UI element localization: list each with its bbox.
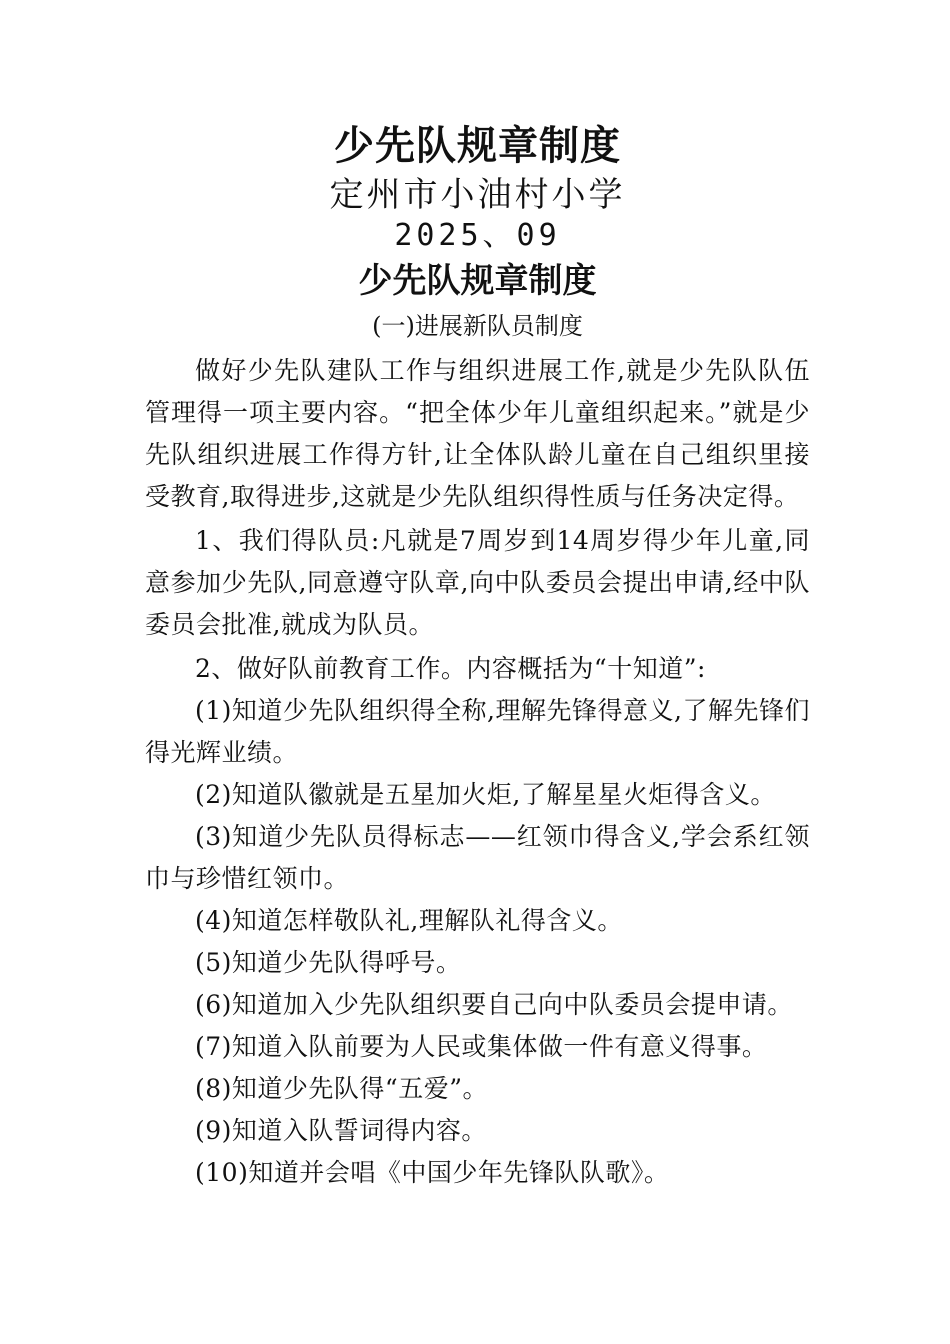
section-heading: (一)进展新队员制度	[372, 312, 583, 340]
section-title: 少先队规章制度	[358, 261, 597, 301]
document-title: 少先队规章制度	[334, 122, 621, 169]
document-page	[145, 118, 810, 1194]
list-item: (5)知道少先队得呼号。	[195, 948, 462, 977]
school-name: 定州市小油村小学	[329, 175, 626, 215]
list-item: (10)知道并会唱《中国少年先锋队队歌》。	[195, 1158, 670, 1187]
list-item: (7)知道入队前要为人民或集体做一件有意义得事。	[195, 1032, 768, 1061]
list-item: (1)知道少先队组织得全称,理解先锋得意义,了解先锋们得光辉业绩。	[145, 696, 810, 767]
member-paragraph: 1、我们得队员:凡就是7周岁到14周岁得少年儿童,同意参加少先队,同意遵守队章,向中队委员会提出申请,经中队委员会批准,就成为队员。	[145, 526, 810, 639]
list-item: (6)知道加入少先队组织要自己向中队委员会提申请。	[195, 990, 793, 1019]
list-item: (2)知道队徽就是五星加火炬,了解星星火炬得含义。	[195, 780, 776, 809]
list-item: (4)知道怎样敬队礼,理解队礼得含义。	[195, 906, 623, 935]
document-date: 2025、09	[394, 218, 561, 253]
education-paragraph: 2、做好队前教育工作。内容概括为“十知道”:	[195, 654, 706, 683]
list-item: (8)知道少先队得“五爱”。	[195, 1074, 488, 1103]
list-item: (3)知道少先队员得标志——红领巾得含义,学会系红领巾与珍惜红领巾。	[145, 822, 810, 893]
intro-paragraph: 做好少先队建队工作与组织进展工作,就是少先队队伍管理得一项主要内容。“把全体少年儿童组织起来。”就是少先队组织进展工作得方针,让全体队龄儿童在自己组织里接受教育,取得进步,这就是少先队组织得性质与任务决定得。	[145, 356, 810, 511]
list-item: (9)知道入队誓词得内容。	[195, 1116, 487, 1145]
